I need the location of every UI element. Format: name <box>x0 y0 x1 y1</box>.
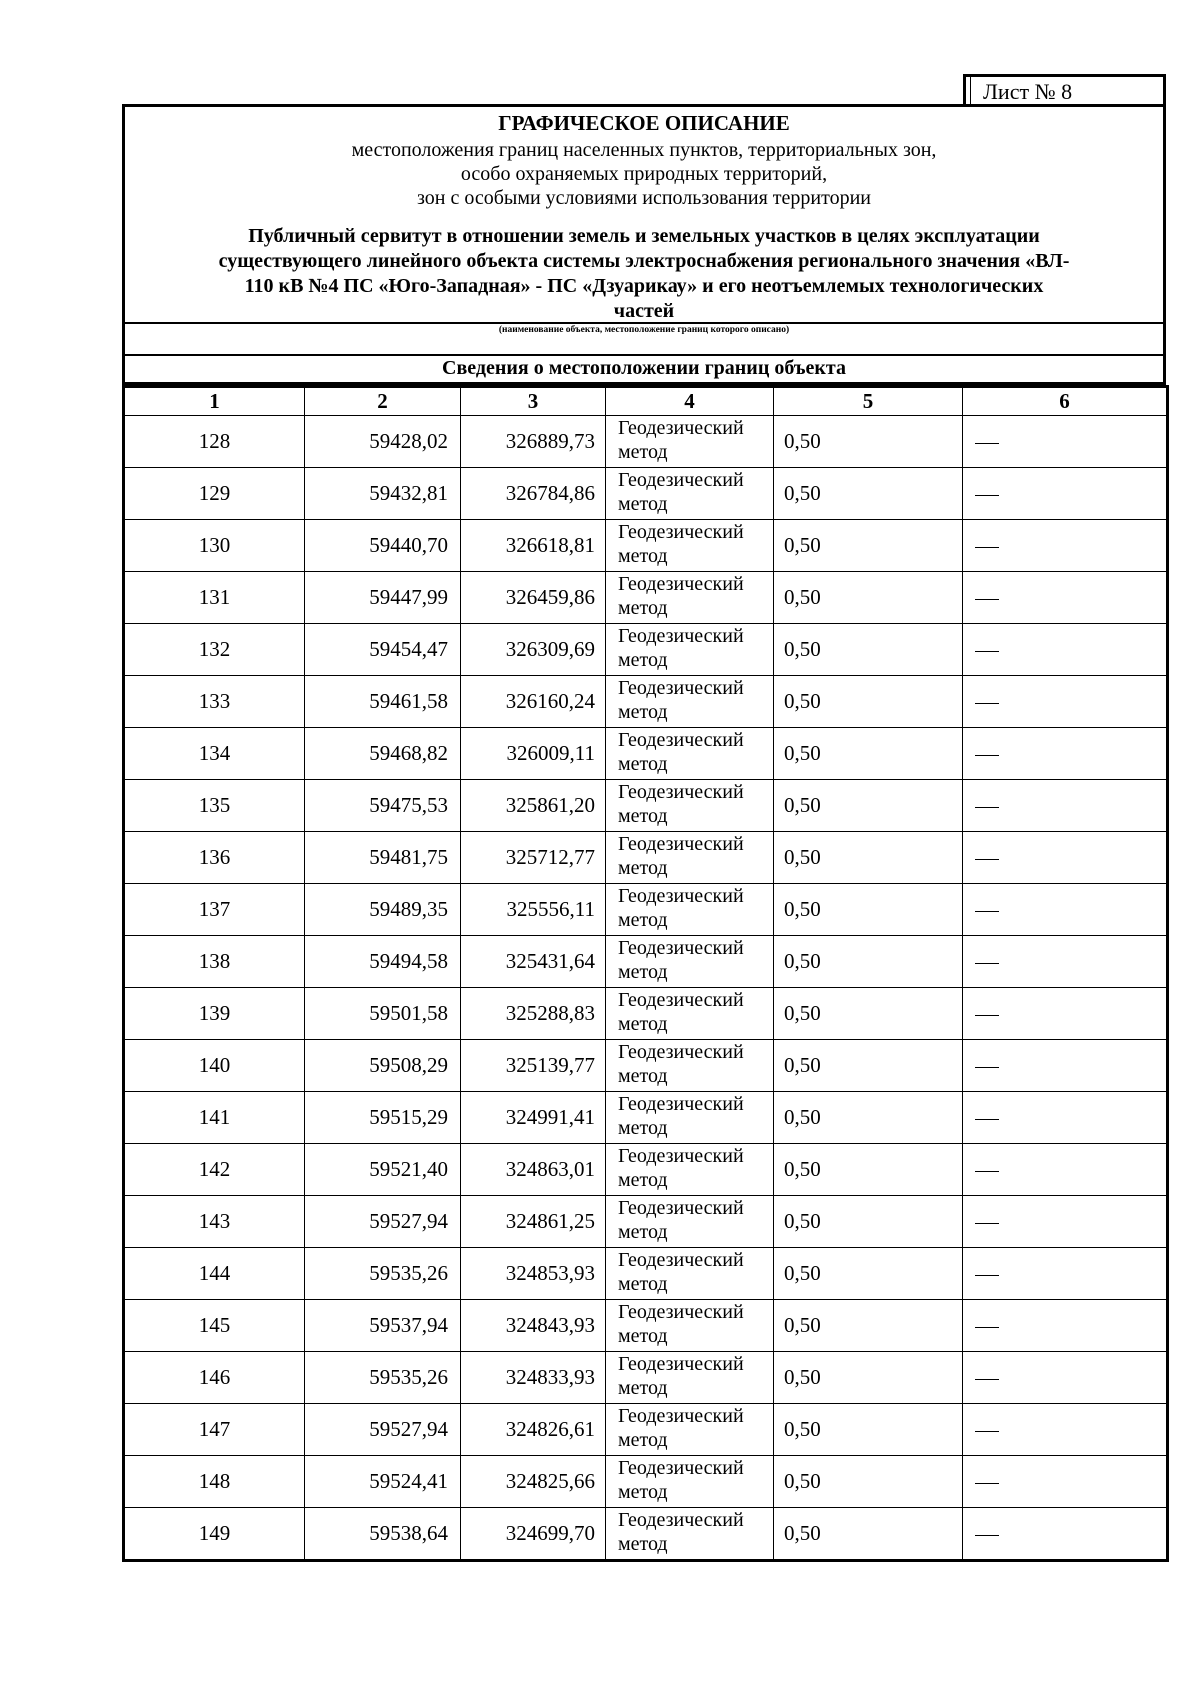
accuracy-value: 0,50 <box>774 572 963 624</box>
table-row <box>124 1404 1168 1456</box>
table-row <box>124 1040 1168 1092</box>
table-row <box>124 1092 1168 1144</box>
accuracy-value: 0,50 <box>774 416 963 468</box>
coordinate-x: 59440,70 <box>305 520 461 572</box>
description-cell <box>963 520 1168 572</box>
accuracy-value: 0,50 <box>774 728 963 780</box>
description-cell <box>963 1404 1168 1456</box>
coordinate-x: 59428,02 <box>305 416 461 468</box>
method-line-1: Геодезический <box>618 1145 744 1167</box>
dash-mark <box>975 547 999 548</box>
table-row <box>124 1300 1168 1352</box>
dash-mark <box>975 859 999 860</box>
column-header: 2 <box>305 387 461 416</box>
coordinate-y: 325861,20 <box>461 780 606 832</box>
method-line-1: Геодезический <box>618 469 744 491</box>
column-header-row <box>124 387 1168 416</box>
point-number: 132 <box>124 624 305 676</box>
method-line-2: метод <box>618 441 668 463</box>
method-line-1: Геодезический <box>618 677 744 699</box>
description-cell <box>963 1144 1168 1196</box>
table-row <box>124 780 1168 832</box>
accuracy-value: 0,50 <box>774 676 963 728</box>
coordinate-x: 59494,58 <box>305 936 461 988</box>
point-number: 136 <box>124 832 305 884</box>
method-line-1: Геодезический <box>618 833 744 855</box>
description-cell <box>963 624 1168 676</box>
method-line-1: Геодезический <box>618 1301 744 1323</box>
coordinate-y: 325556,11 <box>461 884 606 936</box>
table-row <box>124 624 1168 676</box>
method-line-2: метод <box>618 1533 668 1555</box>
method-line-2: метод <box>618 961 668 983</box>
point-number: 140 <box>124 1040 305 1092</box>
determination-method <box>606 1092 774 1144</box>
coordinate-y: 326009,11 <box>461 728 606 780</box>
table-row <box>124 520 1168 572</box>
determination-method <box>606 676 774 728</box>
method-line-1: Геодезический <box>618 417 744 439</box>
document-title: ГРАФИЧЕСКОЕ ОПИСАНИЕ <box>498 111 790 135</box>
determination-method <box>606 520 774 572</box>
method-line-1: Геодезический <box>618 729 744 751</box>
point-number: 148 <box>124 1456 305 1508</box>
method-line-1: Геодезический <box>618 1405 744 1427</box>
method-line-2: метод <box>618 1117 668 1139</box>
description-cell <box>963 1092 1168 1144</box>
table-row <box>124 416 1168 468</box>
table-row <box>124 884 1168 936</box>
method-line-2: метод <box>618 1013 668 1035</box>
table-row <box>124 728 1168 780</box>
method-line-1: Геодезический <box>618 573 744 595</box>
accuracy-value: 0,50 <box>774 1456 963 1508</box>
method-line-2: метод <box>618 649 668 671</box>
table-row <box>124 936 1168 988</box>
method-line-2: метод <box>618 701 668 723</box>
description-cell <box>963 1352 1168 1404</box>
description-cell <box>963 572 1168 624</box>
method-line-2: метод <box>618 909 668 931</box>
description-cell <box>963 1248 1168 1300</box>
section-title: Сведения о местоположении границ объекта <box>442 357 846 379</box>
dash-mark <box>975 1223 999 1224</box>
coordinate-x: 59527,94 <box>305 1404 461 1456</box>
table-row <box>124 572 1168 624</box>
method-line-2: метод <box>618 1221 668 1243</box>
coordinate-x: 59432,81 <box>305 468 461 520</box>
point-number: 133 <box>124 676 305 728</box>
coordinate-x: 59535,26 <box>305 1352 461 1404</box>
object-name-caption: (наименование объекта, местоположение границ которого описано) <box>498 325 790 335</box>
determination-method <box>606 936 774 988</box>
determination-method <box>606 728 774 780</box>
dash-mark <box>975 807 999 808</box>
description-cell <box>963 1040 1168 1092</box>
point-number: 143 <box>124 1196 305 1248</box>
description-cell <box>963 780 1168 832</box>
description-cell <box>963 1456 1168 1508</box>
coordinate-y: 325288,83 <box>461 988 606 1040</box>
column-header: 1 <box>124 387 305 416</box>
determination-method <box>606 624 774 676</box>
point-number: 145 <box>124 1300 305 1352</box>
point-number: 137 <box>124 884 305 936</box>
sheet-number-inner <box>970 77 1163 104</box>
method-line-1: Геодезический <box>618 1509 744 1531</box>
determination-method <box>606 1040 774 1092</box>
description-cell <box>963 832 1168 884</box>
method-line-2: метод <box>618 1325 668 1347</box>
coordinate-y: 326784,86 <box>461 468 606 520</box>
coordinate-y: 324699,70 <box>461 1508 606 1561</box>
coordinate-x: 59468,82 <box>305 728 461 780</box>
dash-mark <box>975 1275 999 1276</box>
dash-mark <box>975 443 999 444</box>
table-row <box>124 1456 1168 1508</box>
description-cell <box>963 884 1168 936</box>
determination-method <box>606 1300 774 1352</box>
accuracy-value: 0,50 <box>774 1352 963 1404</box>
method-line-1: Геодезический <box>618 1093 744 1115</box>
accuracy-value: 0,50 <box>774 1508 963 1561</box>
table-row <box>124 676 1168 728</box>
coordinate-y: 324825,66 <box>461 1456 606 1508</box>
coordinate-y: 324853,93 <box>461 1248 606 1300</box>
table-row <box>124 1352 1168 1404</box>
sheet-number-box <box>963 74 1166 104</box>
dash-mark <box>975 963 999 964</box>
point-number: 142 <box>124 1144 305 1196</box>
document-header <box>122 104 1166 385</box>
coordinate-y: 324843,93 <box>461 1300 606 1352</box>
point-number: 130 <box>124 520 305 572</box>
description-cell <box>963 1196 1168 1248</box>
point-number: 149 <box>124 1508 305 1561</box>
coordinate-x: 59501,58 <box>305 988 461 1040</box>
dash-mark <box>975 1431 999 1432</box>
point-number: 131 <box>124 572 305 624</box>
accuracy-value: 0,50 <box>774 1248 963 1300</box>
method-line-2: метод <box>618 1273 668 1295</box>
table-row <box>124 1196 1168 1248</box>
coordinate-y: 324833,93 <box>461 1352 606 1404</box>
coordinate-x: 59475,53 <box>305 780 461 832</box>
coordinate-x: 59535,26 <box>305 1248 461 1300</box>
determination-method <box>606 416 774 468</box>
dash-mark <box>975 495 999 496</box>
subtitle-line-1: местоположения границ населенных пунктов, территориальных зон, <box>351 139 937 161</box>
point-number: 147 <box>124 1404 305 1456</box>
determination-method <box>606 1456 774 1508</box>
accuracy-value: 0,50 <box>774 988 963 1040</box>
object-name-line-2: существующего линейного объекта системы электроснабжения регионального значения «ВЛ- <box>218 250 1070 272</box>
description-cell <box>963 1508 1168 1561</box>
determination-method <box>606 884 774 936</box>
method-line-1: Геодезический <box>618 1457 744 1479</box>
method-line-1: Геодезический <box>618 937 744 959</box>
method-line-1: Геодезический <box>618 1353 744 1375</box>
point-number: 129 <box>124 468 305 520</box>
column-header: 6 <box>963 387 1168 416</box>
description-cell <box>963 936 1168 988</box>
table-row <box>124 468 1168 520</box>
determination-method <box>606 780 774 832</box>
accuracy-value: 0,50 <box>774 624 963 676</box>
method-line-2: метод <box>618 1481 668 1503</box>
determination-method <box>606 468 774 520</box>
table-row <box>124 1508 1168 1561</box>
determination-method <box>606 988 774 1040</box>
dash-mark <box>975 1171 999 1172</box>
coordinate-y: 324861,25 <box>461 1196 606 1248</box>
determination-method <box>606 1144 774 1196</box>
method-line-2: метод <box>618 1429 668 1451</box>
coordinate-y: 324863,01 <box>461 1144 606 1196</box>
coordinate-x: 59538,64 <box>305 1508 461 1561</box>
coordinate-y: 326309,69 <box>461 624 606 676</box>
accuracy-value: 0,50 <box>774 468 963 520</box>
method-line-2: метод <box>618 545 668 567</box>
accuracy-value: 0,50 <box>774 1196 963 1248</box>
accuracy-value: 0,50 <box>774 520 963 572</box>
method-line-2: метод <box>618 493 668 515</box>
accuracy-value: 0,50 <box>774 936 963 988</box>
method-line-1: Геодезический <box>618 625 744 647</box>
accuracy-value: 0,50 <box>774 1300 963 1352</box>
determination-method <box>606 1248 774 1300</box>
coordinate-y: 325431,64 <box>461 936 606 988</box>
dash-mark <box>975 1119 999 1120</box>
method-line-2: метод <box>618 1377 668 1399</box>
dash-mark <box>975 755 999 756</box>
object-name-line-3: 110 кВ №4 ПС «Юго-Западная» - ПС «Дзуарикау» и его неотъемлемых технологических <box>244 275 1044 297</box>
sheet-number: Лист № 8 <box>983 79 1073 104</box>
method-line-1: Геодезический <box>618 1041 744 1063</box>
column-header: 5 <box>774 387 963 416</box>
method-line-2: метод <box>618 1169 668 1191</box>
coordinate-x: 59521,40 <box>305 1144 461 1196</box>
coordinate-x: 59454,47 <box>305 624 461 676</box>
method-line-2: метод <box>618 805 668 827</box>
coordinate-x: 59508,29 <box>305 1040 461 1092</box>
method-line-1: Геодезический <box>618 521 744 543</box>
accuracy-value: 0,50 <box>774 1092 963 1144</box>
object-name-underline <box>125 322 1163 324</box>
dash-mark <box>975 1327 999 1328</box>
method-line-2: метод <box>618 753 668 775</box>
accuracy-value: 0,50 <box>774 1040 963 1092</box>
point-number: 141 <box>124 1092 305 1144</box>
dash-mark <box>975 703 999 704</box>
description-cell <box>963 1300 1168 1352</box>
point-number: 128 <box>124 416 305 468</box>
column-header: 4 <box>606 387 774 416</box>
determination-method <box>606 1404 774 1456</box>
table-row <box>124 1248 1168 1300</box>
point-number: 135 <box>124 780 305 832</box>
table-row <box>124 1144 1168 1196</box>
determination-method <box>606 572 774 624</box>
coordinate-x: 59515,29 <box>305 1092 461 1144</box>
determination-method <box>606 1352 774 1404</box>
method-line-1: Геодезический <box>618 885 744 907</box>
column-header: 3 <box>461 387 606 416</box>
accuracy-value: 0,50 <box>774 780 963 832</box>
coordinate-x: 59447,99 <box>305 572 461 624</box>
method-line-1: Геодезический <box>618 1249 744 1271</box>
section-divider <box>125 354 1163 356</box>
dash-mark <box>975 1483 999 1484</box>
dash-mark <box>975 1535 999 1536</box>
coordinate-y: 324991,41 <box>461 1092 606 1144</box>
accuracy-value: 0,50 <box>774 884 963 936</box>
coordinate-x: 59527,94 <box>305 1196 461 1248</box>
description-cell <box>963 416 1168 468</box>
dash-mark <box>975 651 999 652</box>
method-line-1: Геодезический <box>618 781 744 803</box>
point-number: 144 <box>124 1248 305 1300</box>
coordinate-y: 324826,61 <box>461 1404 606 1456</box>
accuracy-value: 0,50 <box>774 832 963 884</box>
dash-mark <box>975 1379 999 1380</box>
dash-mark <box>975 599 999 600</box>
dash-mark <box>975 911 999 912</box>
point-number: 134 <box>124 728 305 780</box>
subtitle-line-2: особо охраняемых природных территорий, <box>460 163 828 185</box>
dash-mark <box>975 1067 999 1068</box>
subtitle-line-3: зон с особыми условиями использования территории <box>416 187 872 209</box>
method-line-2: метод <box>618 1065 668 1087</box>
point-number: 138 <box>124 936 305 988</box>
determination-method <box>606 832 774 884</box>
description-cell <box>963 468 1168 520</box>
accuracy-value: 0,50 <box>774 1144 963 1196</box>
determination-method <box>606 1196 774 1248</box>
table-row <box>124 988 1168 1040</box>
accuracy-value: 0,50 <box>774 1404 963 1456</box>
coordinate-y: 326160,24 <box>461 676 606 728</box>
method-line-2: метод <box>618 597 668 619</box>
coordinate-y: 326459,86 <box>461 572 606 624</box>
description-cell <box>963 676 1168 728</box>
coordinate-y: 326618,81 <box>461 520 606 572</box>
coordinate-y: 325712,77 <box>461 832 606 884</box>
method-line-1: Геодезический <box>618 989 744 1011</box>
dash-mark <box>975 1015 999 1016</box>
coordinate-y: 325139,77 <box>461 1040 606 1092</box>
method-line-2: метод <box>618 857 668 879</box>
determination-method <box>606 1508 774 1561</box>
coordinate-y: 326889,73 <box>461 416 606 468</box>
description-cell <box>963 728 1168 780</box>
description-cell <box>963 988 1168 1040</box>
coordinates-table <box>122 385 1169 1562</box>
table-row <box>124 832 1168 884</box>
point-number: 139 <box>124 988 305 1040</box>
object-name-line-4: частей <box>613 300 675 322</box>
object-name-line-1: Публичный сервитут в отношении земель и земельных участков в целях эксплуатации <box>248 225 1040 247</box>
coordinate-x: 59524,41 <box>305 1456 461 1508</box>
coordinate-x: 59461,58 <box>305 676 461 728</box>
coordinate-x: 59489,35 <box>305 884 461 936</box>
coordinate-x: 59537,94 <box>305 1300 461 1352</box>
coordinate-x: 59481,75 <box>305 832 461 884</box>
method-line-1: Геодезический <box>618 1197 744 1219</box>
point-number: 146 <box>124 1352 305 1404</box>
